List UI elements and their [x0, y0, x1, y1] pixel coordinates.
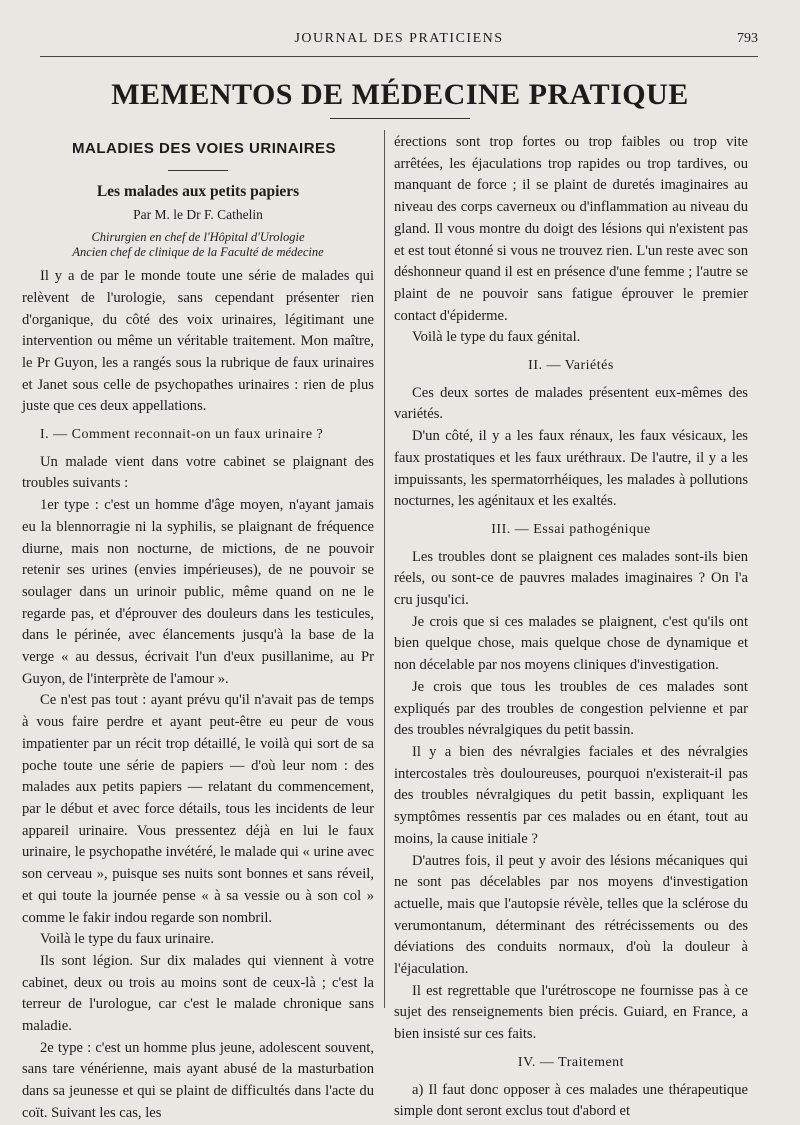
paragraph: Il y a de par le monde toute une série de malades qui relèvent de l'urologie, sans cependant présenter rien d'organique, du côté des voix urinaires, légitimant une intervention ou même un véritable traitement. Mon maître, le Pr Guyon, les a rangés sous la rubrique de faux urinaires et Janet sous celle de psychopathes urinaires : rien de plus juste que ces deux appellations. — [22, 268, 374, 415]
title-rule — [330, 118, 470, 119]
article-byline: Par M. le Dr F. Cathelin — [133, 207, 263, 223]
paragraph: Ils sont légion. Sur dix malades qui viennent à votre cabinet, deux ou trois au moins sont de ceux-là ; c'est la terreur de l'urologue, car c'est le malade chronique sans maladie. — [22, 952, 374, 1035]
paragraph: Voilà le type du faux urinaire. — [40, 931, 214, 948]
author-affiliation-2: Ancien chef de clinique de la Faculté de médecine — [72, 245, 324, 260]
paragraph: érections sont trop fortes ou trop faibles ou trop vite arrêtées, les éjaculations trop rapides ou trop tardives, ou manquant de force ; il se plaint de duretés imaginaires au niveau des corps caverneux ou d'inflammation au niveau du gland. Il vous montre du doigt des lésions qui n'existent pas et est tout étonné si vous ne trouvez rien. L'un reste avec son déshonneur quand il est en présence d'une femme ; l'autre se plaint de ne pouvoir sans fatigue éprouver le premier contact d'épiderme. — [394, 134, 748, 324]
paragraph: Voilà le type du faux génital. — [412, 329, 581, 346]
section-heading: I. — Comment reconnait-on un faux urinaire ? — [40, 427, 324, 443]
paragraph: Je crois que si ces malades se plaignent, c'est qu'ils ont bien quelque chose, mais quelque chose de dynamique et non décelable par nos moyens cliniques d'investigation. — [394, 613, 748, 674]
paragraph: Il est regrettable que l'urétroscope ne fournisse pas à ce sujet des renseignements bien précis. Guiard, en France, a bien insisté sur ces faits. — [394, 982, 748, 1043]
paragraph: Ces deux sortes de malades présentent eux-mêmes des variétés. — [394, 384, 748, 423]
left-column — [22, 132, 374, 1125]
paragraph: 2e type : c'est un homme plus jeune, adolescent souvent, sans tare vénérienne, mais ayant abusé de la masturbation dans sa jeunesse et qui se plaint de difficultés dans l'acte du coït. Suivant les cas, les — [22, 1039, 374, 1121]
author-affiliation-1: Chirurgien en chef de l'Hôpital d'Urologie — [91, 230, 305, 245]
paragraph: Un malade vient dans votre cabinet se plaignant des troubles suivants : — [22, 453, 374, 492]
article-title: Les malades aux petits papiers — [96, 182, 300, 200]
paragraph: Je crois que tous les troubles de ces malades sont expliqués par des troubles de congestion pelvienne et par des troubles névralgiques du petit bassin. — [394, 678, 748, 739]
section-heading: II. — Variétés — [528, 358, 614, 374]
header-rule — [40, 56, 758, 57]
journal-name: JOURNAL DES PRATICIENS — [294, 31, 504, 46]
paragraph: D'un côté, il y a les faux rénaux, les faux vésicaux, les faux prostatiques et les faux uréthraux. De l'autre, il y a les impuissants, les spermatorrhéiques, les malades à pollutions nocturnes, les agénitaux et les exaltés. — [394, 428, 748, 510]
paragraph: Les troubles dont se plaignent ces malades sont-ils bien réels, ou sont-ce de pauvres malades imaginaires ? On l'a cru jusqu'ici. — [394, 548, 748, 609]
paragraph: D'autres fois, il peut y avoir des lésions mécaniques qui ne sont pas décelables par nos moyens d'investigation actuelle, mais que l'autopsie révèle, telles que la sclérose du verumontanum, déterminant des rétrécissements ou des déviations des conduits normaux, d'où la douleur à l'éjaculation. — [394, 852, 748, 978]
page-number: 793 — [737, 31, 758, 46]
running-head — [40, 31, 758, 51]
column-divider — [384, 130, 385, 1008]
section-title: MALADIES DES VOIES URINAIRES — [72, 140, 337, 157]
paragraph: Ce n'est pas tout : ayant prévu qu'il n'avait pas de temps à vous faire perdre et ayant peut-être eu peur de vous impatienter par un récit trop détaillé, le voilà qui sort de sa poche toute une série de papiers — d'où leur nom : des malades aux petits papiers — relatant du commencement, par le début et avec force détails, tous les incidents de leur appareil urinaire. Vous pressentez déjà en lui le faux urinaire, le psychopathe invétéré, le malade qui « urine avec son cerveau », puisque ses nuits sont bonnes et sans réveil, et qui toute la journée pense « à sa vessie ou à son col » comme le fakir indou regarde son nombril. — [22, 692, 374, 926]
section-rule — [168, 170, 228, 171]
paragraph: a) Il faut donc opposer à ces malades une thérapeutique simple dont seront exclus tout d'abord et — [394, 1081, 748, 1120]
section-heading: III. — Essai pathogénique — [491, 521, 651, 537]
paragraph: 1er type : c'est un homme d'âge moyen, n'ayant jamais eu la blennorragie ni la syphilis, se plaignant de fréquence diurne, mais non nocturne, de mictions, de ne pouvoir retenir ses urines (envies impérieuses), de ne pouvoir se soulager dans un urinoir public, même quand on ne le regarde pas, et d'éprouver des douleurs dans les testicules, dans le périnée, avec élancements jusqu'à la base de la verge « au dessus, écrivait l'un d'eux pusillanime, au Pr Guyon, de l'interprète de l'amour ». — [22, 497, 374, 687]
right-column — [394, 132, 748, 1123]
section-heading: IV. — Traitement — [517, 1054, 625, 1070]
page-title: MEMENTOS DE MÉDECINE PRATIQUE — [111, 78, 689, 111]
paragraph: Il y a bien des névralgies faciales et des névralgies intercostales très douloureuses, pourquoi n'existerait-il pas des troubles névralgiques du petit bassin, expliquant les symptômes ressentis par ces malades ou en étant, tout au moins, la cause initiale ? — [394, 743, 748, 847]
